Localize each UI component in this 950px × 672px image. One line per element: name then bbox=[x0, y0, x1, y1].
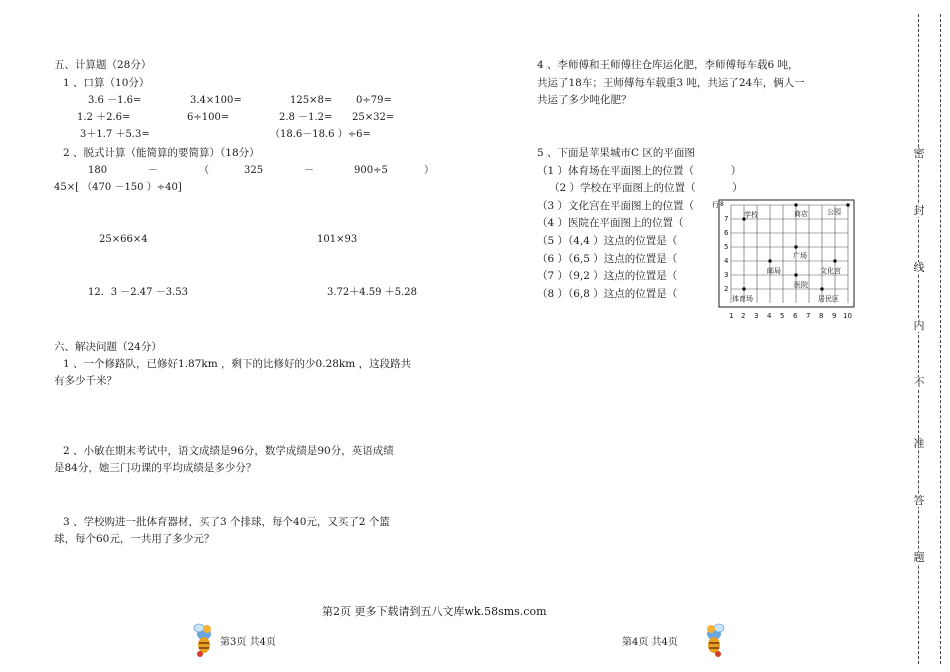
section-6-title: 六、解决问题（24分） bbox=[54, 341, 162, 353]
problem-1-line2: 有多少千米？ bbox=[54, 375, 117, 387]
oral-item: 3.4×100= bbox=[190, 95, 242, 106]
seal-char: 封 bbox=[911, 205, 927, 217]
seal-char: 内 bbox=[911, 320, 927, 332]
seal-char: 线 bbox=[911, 262, 927, 274]
x-tick: 4 bbox=[767, 312, 772, 320]
seal-char: 不 bbox=[911, 377, 927, 389]
y-tick: 6 bbox=[724, 229, 729, 237]
map-label: 邮局 bbox=[767, 267, 781, 275]
calc-expression: 45×[ （470 －150 ）÷40] bbox=[54, 182, 182, 193]
problem-5-item: （1 ）体育场在平面图上的位置（ ） bbox=[537, 165, 742, 177]
map-label: 医院 bbox=[794, 281, 808, 289]
map-label: 商店 bbox=[794, 210, 808, 218]
seal-char: 准 bbox=[911, 438, 927, 450]
x-tick: 9 bbox=[832, 312, 837, 320]
problem-5-item: （5 ）（4,4 ）这点的位置是（ bbox=[537, 235, 678, 247]
map-label: 居民区 bbox=[818, 295, 839, 303]
x-tick: 10 bbox=[843, 312, 852, 320]
problem-4-line2: 共运了18车；王师傅每车载重3 吨，共运了24车，俩人一 bbox=[537, 77, 805, 89]
calc-expression: 3.72＋4.59 ＋5.28 bbox=[327, 287, 417, 298]
map-label: 学校 bbox=[744, 211, 758, 219]
problem-3-line1: 3 、学校购进一批体育器材，买了3 个排球，每个40元，又买了2 个篮 bbox=[63, 516, 390, 528]
oral-item: 3＋1.7 ＋5.3= bbox=[80, 129, 150, 140]
problem-1-line1: 1 、一个修路队，已修好1.87km ，剩下的比修好的少0.28km ，这段路共 bbox=[63, 358, 412, 370]
calc-token: 900÷5 bbox=[354, 165, 388, 176]
y-tick: 4 bbox=[724, 257, 729, 265]
problem-2-line1: 2 、小敏在期末考试中，语文成绩是96分，数学成绩是90分，英语成绩 bbox=[63, 445, 394, 457]
problem-5-item: （7 ）（9,2 ）这点的位置是（ bbox=[537, 270, 678, 282]
seal-char: 密 bbox=[911, 148, 927, 160]
problem-5-title: 5 、下面是苹果城市C 区的平面图 bbox=[537, 147, 695, 159]
problem-5-item: （2 ）学校在平面图上的位置（ ） bbox=[549, 182, 743, 194]
page-number-left: 第3页 共4页 bbox=[220, 637, 276, 648]
question-calc-title: 2 、脱式计算（能简算的要简算）（18分） bbox=[63, 147, 260, 159]
y-tick: 2 bbox=[724, 285, 729, 293]
problem-4-line1: 4 、李师傅和王师傅往仓库运化肥，李师傅每车载6 吨， bbox=[537, 59, 799, 71]
calc-token: （ bbox=[199, 165, 209, 176]
calc-token: 325 bbox=[244, 165, 264, 176]
bee-mascot-icon bbox=[700, 620, 728, 658]
oral-item: 3.6 －1.6= bbox=[88, 95, 142, 106]
problem-3-line2: 球，每个60元，一共用了多少元？ bbox=[54, 533, 215, 545]
seal-dashed-line bbox=[918, 14, 919, 664]
seal-char: 答 bbox=[911, 495, 927, 507]
x-tick: 2 bbox=[741, 312, 746, 320]
x-tick: 7 bbox=[806, 312, 811, 320]
x-tick: 8 bbox=[819, 312, 824, 320]
y-tick: 8 bbox=[720, 201, 724, 208]
y-tick: 3 bbox=[724, 271, 729, 279]
problem-2-line2: 是84分，她三门功课的平均成绩是多少分？ bbox=[54, 462, 257, 474]
oral-item: 1.2 ＋2.6= bbox=[77, 112, 131, 123]
section-5-title: 五、计算题（28分） bbox=[54, 59, 152, 71]
calc-token: ） bbox=[424, 165, 434, 176]
footer-center-note: 第2页 更多下载请到五八文库wk.58sms.com bbox=[322, 605, 547, 618]
bee-mascot-icon bbox=[190, 620, 218, 658]
y-tick: 5 bbox=[724, 243, 729, 251]
problem-5-item: （4 ）医院在平面图上的位置（ bbox=[537, 217, 684, 229]
calc-token: 180 bbox=[88, 165, 108, 176]
oral-item: （18.6－18.6 ）÷6= bbox=[270, 129, 371, 140]
x-tick: 1 bbox=[729, 312, 734, 320]
oral-item: 0÷79= bbox=[356, 95, 392, 106]
seal-strip bbox=[903, 0, 950, 672]
grid-row-label: 行 bbox=[712, 201, 719, 209]
calc-token: － bbox=[304, 165, 314, 176]
problem-5-item: （8 ）（6,8 ）这点的位置是（ bbox=[537, 288, 678, 300]
oral-item: 125×8= bbox=[290, 95, 333, 106]
calc-token: － bbox=[148, 165, 158, 176]
calc-expression: 101×93 bbox=[317, 234, 358, 245]
problem-5-item: （3 ）文化宫在平面图上的位置（ bbox=[537, 200, 695, 212]
x-tick: 3 bbox=[754, 312, 759, 320]
city-plan-grid bbox=[712, 197, 857, 322]
oral-item: 2.8 －1.2= bbox=[279, 112, 333, 123]
problem-4-line3: 共运了多少吨化肥？ bbox=[537, 94, 632, 106]
seal-dashed-line bbox=[940, 14, 941, 664]
oral-item: 6÷100= bbox=[187, 112, 230, 123]
x-tick: 6 bbox=[793, 312, 798, 320]
seal-char: 题 bbox=[911, 552, 927, 564]
question-oral-title: 1 、口算（10分） bbox=[63, 77, 150, 89]
x-tick: 5 bbox=[780, 312, 785, 320]
problem-5-item: （6 ）（6,5 ）这点的位置是（ bbox=[537, 253, 678, 265]
calc-expression: 25×66×4 bbox=[99, 234, 148, 245]
calc-expression: 12．3 －2.47 －3.53 bbox=[88, 287, 188, 298]
page-number-right: 第4页 共4页 bbox=[622, 637, 678, 648]
map-label: 公园 bbox=[827, 208, 841, 216]
map-label: 文化宫 bbox=[820, 267, 841, 275]
map-label: 体育场 bbox=[732, 295, 753, 303]
y-tick: 7 bbox=[724, 215, 729, 223]
map-label: 广场 bbox=[793, 252, 807, 260]
oral-item: 25×32= bbox=[352, 112, 395, 123]
